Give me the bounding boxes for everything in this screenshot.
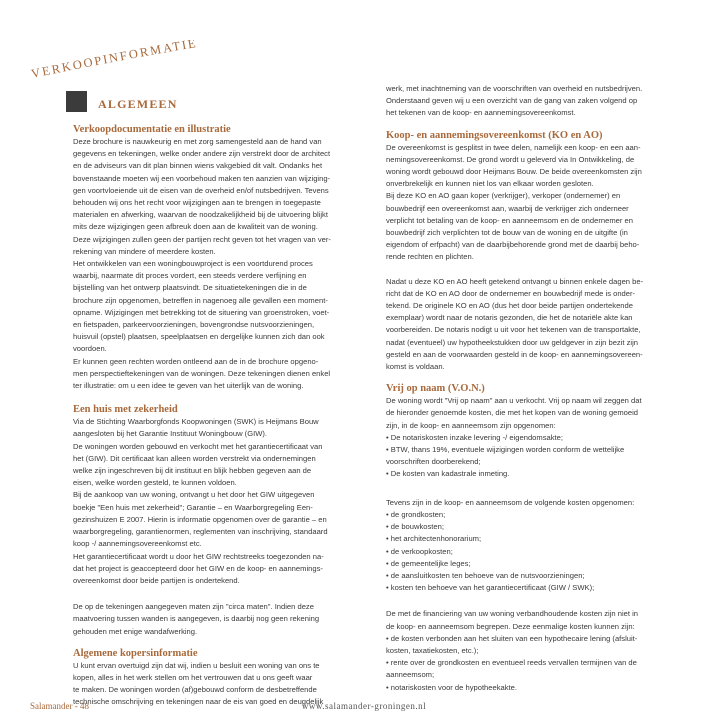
text-line: behouden wij ons het recht voor wijzigingen aan te brengen in toegepaste [73,198,321,208]
page-header-title [30,40,205,80]
text-line: ter illustratie: om u een idee te geven van het uiterlijk van de woning. [73,381,304,391]
text-line: nadat (eventueel) uw hypotheekstukken door uw geldgever in zijn bezit zijn [386,337,639,347]
text-line: eisen, welke worden gesteld, te kunnen voldoen. [73,478,237,488]
text-line: • notariskosten voor de hypotheekakte. [386,682,517,692]
text-line: • de gemeentelijke leges; [386,558,471,568]
text-line: • het architectenhonorarium; [386,534,482,544]
text-line: • De kosten van kadastrale inmeting. [386,469,510,479]
paragraph-ko-ao [386,142,676,264]
text-line: het tekenen van de koop- en aannemingsovereenkomst. [386,108,576,118]
text-line: eigendom of erfpacht) van de daarbijbehorende grond met de daarbij beho- [386,240,640,250]
text-line: voordoen. [73,344,107,354]
text-line: rende rechten en plichten. [386,252,474,262]
text-line: Bij de aankoop van uw woning, ontvangt u het door het GIW uitgegeven [73,490,315,500]
text-line: woning wordt gebouwd door Heijmans Bouw. De beide overeenkomsten zijn [386,167,642,177]
text-line: koop -/ aannemingsovereenkomst etc. [73,539,202,549]
text-line: aangesloten bij het Garantie Instituut Woningbouw (GIW). [73,429,268,439]
text-line: • De notariskosten inzake levering -/ eigendomsakte; [386,432,563,442]
text-line: overeenkomst door beide partijen is ondertekend. [73,575,240,585]
footer-website: www.salamander-groningen.nl [301,701,427,711]
text-line: • de bouwkosten; [386,522,444,532]
text-line: Het garantiecertificaat wordt u door het GIW rechtstreeks toegezonden na- [73,551,324,561]
text-line: • de aansluitkosten ten behoeve van de nutsvoorzieningen; [386,570,585,580]
text-line: huisvuil (opstel) plaatsen, speelplaatsen en dergelijke kunnen zich dan ook [73,332,325,342]
text-line: brochure zijn opgenomen, betreffen in nagenoeg alle gevallen een moment- [73,295,328,305]
text-line: Deze wijzigingen zullen geen der partijen recht geven tot het vragen van ver- [73,234,331,244]
list-kosten-opgenomen [386,497,676,595]
svg-text:VERKOOPINFORMATIE [30,40,199,80]
text-line: nemingsovereenkomst. De grond wordt u geleverd via In Ontwikkeling, de [386,154,635,164]
text-line: bouwbedrijf zich verplichten tot de bouw van de woning en de uitgifte (in [386,228,628,238]
heading-von: Vrij op naam (V.O.N.) [386,383,485,395]
text-line: • rente over de grondkosten en eventueel reeds vervallen termijnen van de [386,658,637,668]
text-line: gezinshuizen E 2007. Hierin is informatie opgenomen over de garantie – en [73,514,327,524]
text-line: kopen, alles in het werk stellen om het vertrouwen dat u ons geeft waar [73,672,313,682]
text-line: voorbereiden. De notaris nodigt u uit voor het tekenen van de transportakte, [386,325,641,335]
text-line: dat het project is geaccepteerd door het GIW en de koop- en aannemings- [73,563,323,573]
text-line: Tevens zijn in de koop- en aanneemsom de volgende kosten opgenomen: [386,497,635,507]
right-column [386,83,676,694]
text-line: bovenstaande moeten wij een voorbehoud maken ten aanzien van wijziging- [73,173,331,183]
text-line: aanneemsom; [386,670,435,680]
text-line: Het ontwikkelen van een woningbouwproject is een voortdurend proces [73,259,313,269]
text-line: werk, met inachtneming van de voorschriften van overheid en nutsbedrijven. [386,84,643,93]
list-financieringskosten [386,608,676,693]
heading-verkoopdocumentatie: Verkoopdocumentatie en illustratie [73,124,231,135]
text-line: mits deze wijzigingen geen afbreuk doen aan de kwaliteit van de woning. [73,222,318,232]
text-line: Via de Stichting Waarborgfonds Koopwoningen (SWK) is Heijmans Bouw [73,417,319,427]
paragraph-verkoopdocumentatie [73,136,348,392]
text-line: • BTW, thans 19%, eventuele wijzigingen worden conform de wettelijke [386,445,625,455]
text-line: zijn, in de koop- en aanneemsom zijn opgenomen: [386,420,556,430]
text-line: de hieronder genoemde kosten, die met het kopen van de woning gemoeid [386,408,639,418]
text-line: voorschriften doorberekend; [386,457,481,467]
section-title: ALGEMEEN [98,97,178,111]
text-line: Bij deze KO en AO gaan koper (verkrijger), verkoper (ondernemer) en [386,191,621,201]
text-line: waarbij, naarmate dit proces vordert, een steeds verdere verfijning en [73,271,307,281]
text-line: • de verkoopkosten; [386,546,453,556]
text-line: Onderstaand geven wij u een overzicht van de gang van zaken volgend op [386,96,638,106]
text-line: richt dat de KO en AO door de ondernemer en bouwbedrijf mede is onder- [386,288,636,298]
text-line: Er kunnen geen rechten worden ontleend aan de in de brochure opgeno- [73,356,319,366]
text-line: Deze brochure is nauwkeurig en met zorg samengesteld aan de hand van [73,137,322,146]
text-line: technische omschrijving en tekeningen naar de eis van goed en deugdelijk [73,697,324,707]
text-line: gehouden met enige wandafwerking. [73,626,198,636]
page-header-text: VERKOOPINFORMATIE [30,40,199,80]
text-line: waarborgregeling, garantienormen, reglementen van inschrijving, standaard [73,527,328,537]
text-line: • kosten ten behoeve van het garantiecertificaat (GIW / SWK); [386,583,595,593]
text-line: het (GIW). Dit certificaat kan alleen worden verstrekt via ondernemingen [73,453,316,463]
text-line: te maken. De woningen worden (af)gebouwd conform de desbetreffende [73,685,317,695]
text-line: kosten, taxatiekosten, etc.); [386,645,479,655]
text-line: onverbrekelijk en kunnen niet los van elkaar worden gesloten. [386,179,594,189]
text-line: opname. Wijzigingen met betrekking tot de situering van groenstroken, voet- [73,307,330,317]
text-line: en fietspaden, parkeervoorzieningen, bovengrondse nutsvoorzieningen, [73,320,315,330]
left-column [73,123,348,709]
text-line: en de adviseurs van dit plan binnen wiens vakgebied dit valt. Ondanks het [73,161,323,171]
heading-huis-zekerheid: Een huis met zekerheid [73,404,178,416]
paragraph-huis-zekerheid [73,416,348,587]
text-line: • de grondkosten; [386,509,446,519]
text-line: verplicht tot betaling van de koop- en aanneemsom en de ondernemer en [386,215,633,225]
text-line: rekening van mindere of meerdere kosten. [73,246,216,256]
text-line: De woning wordt "Vrij op naam" aan u verkocht. Vrij op naam wil zeggen dat [386,396,642,406]
text-line: bijstelling van het ontwerp plaatsvindt. De situatietekeningen die in de [73,283,307,293]
text-line: exemplaar) wordt naar de notaris gezonden, die het de notariële akte kan [386,313,633,323]
heading-kopersinformatie: Algemene kopersinformatie [73,647,198,659]
text-line: men perspectieftekeningen van de woningen. Deze tekeningen dienen enkel [73,368,331,378]
text-line: De met de financiering van uw woning verbandhoudende kosten zijn niet in [386,609,639,619]
text-line: komst is voldaan. [386,362,445,372]
text-line: welke zijn ingeschreven bij dit instituut en blijk hebben gegeven aan de [73,466,312,476]
footer-page-label: Salamander - 48 [30,701,89,711]
text-line: De woningen worden gebouwd en verkocht met het garantiecertificaat van [73,441,323,451]
text-line: gen voortvloeiende uit de eisen van de overheid en/of nutsbedrijven. Tevens [73,185,329,195]
text-line: tekend. De originele KO en AO (dus het door beide partijen ondertekende [386,301,633,311]
text-line: De overeenkomst is gesplitst in twee delen, namelijk een koop- en een aan- [386,142,641,152]
text-line: Nadat u deze KO en AO heeft getekend ontvangt u binnen enkele dagen be- [386,276,644,286]
paragraph-von [386,395,676,480]
paragraph-maten [73,601,348,638]
heading-ko-ao: Koop- en aannemingsovereenkomst (KO en AO) [386,129,603,141]
text-line: boekje "Een huis met zekerheid"; Garantie – en Waarborgregeling Een- [73,502,313,512]
text-line: U kunt ervan overtuigd zijn dat wij, indien u besluit een woning van ons te [73,660,320,670]
text-line: de koop- en aanneemsom begrepen. Deze eenmalige kosten kunnen zijn: [386,621,635,631]
text-line: • de kosten verbonden aan het sluiten van een hypothecaire lening (afsluit- [386,633,638,643]
section-marker-square [66,91,87,112]
text-line: bouwbedrijf een overeenkomst aan, waarbij de verkrijger zich onderneer [386,203,629,213]
text-line: De op de tekeningen aangegeven maten zijn "circa maten". Indien deze [73,602,314,612]
text-line: materialen en afwerking, waarvan de noodzakelijkheid bij de uitvoering blijkt [73,210,328,220]
text-line: gesteld en aan de voorwaarden gesteld in de koop- en aannemingsovereen- [386,349,643,359]
paragraph-notaris [386,276,676,374]
text-line: gegevens en tekeningen, welke onder andere zijn verstrekt door de architect [73,149,331,159]
paragraph-intro-werk [386,83,676,120]
text-line: maatvoering tussen wanden is aangegeven, is daarbij nog geen rekening [73,614,320,624]
